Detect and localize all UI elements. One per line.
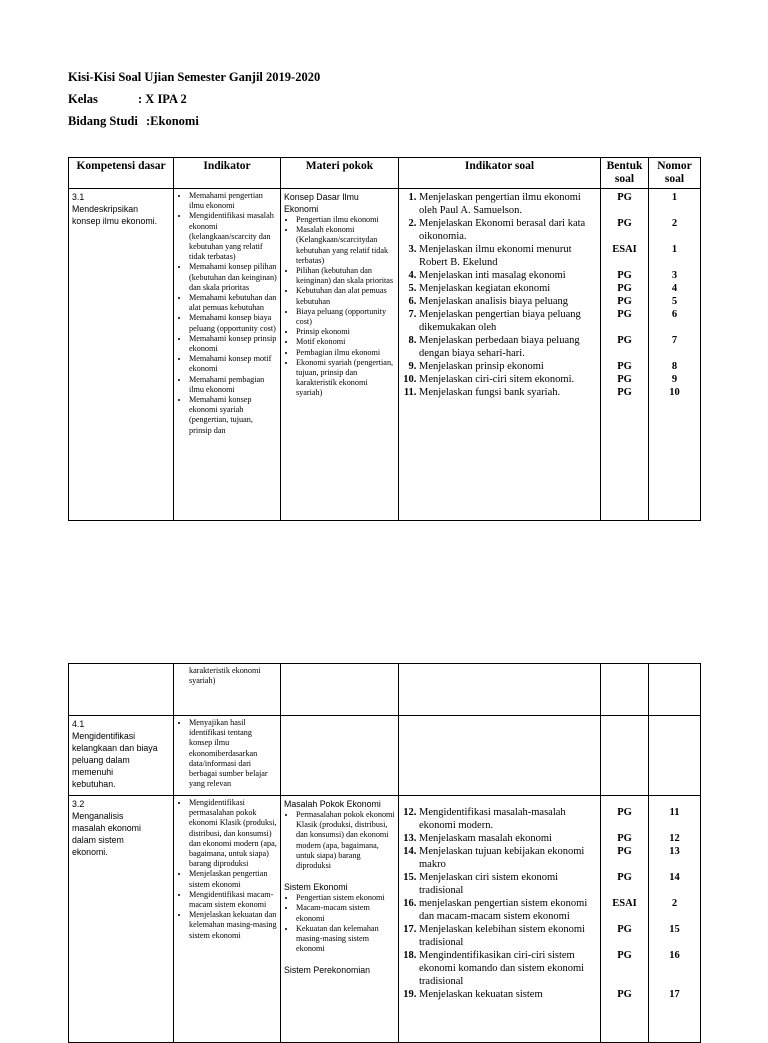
indikator-list <box>177 798 277 941</box>
list-item: 18. Mengindentifikasikan ciri-ciri sistem ekonomi komando dan sistem ekonomi tradisional <box>419 949 597 988</box>
bentuk-value: PG <box>617 270 632 281</box>
bentuk-value: PG <box>617 924 632 935</box>
nomor-value: 14 <box>669 872 680 883</box>
list-item: 17. Menjelaskan kelebihan sistem ekonomi tradisional <box>419 923 597 949</box>
bentuk-value: ESAI <box>612 898 637 909</box>
list-item: • Menjelaskan kekuatan dan kelemahan masing-masing sistem ekonomi <box>189 910 277 941</box>
materi-heading: Masalah Pokok Ekonomi <box>284 799 381 809</box>
nomor-cell <box>649 796 701 1043</box>
indikator-list <box>177 191 277 436</box>
bentuk-value: PG <box>617 296 632 307</box>
nomor-value: 2 <box>671 218 678 229</box>
indikator-continuation: karakteristik ekonomi syariah) <box>174 664 281 716</box>
list-item: • Memahami konsep pilihan (kebutuhan dan keinginan) dan skala prioritas <box>189 262 277 293</box>
nomor-value: 16 <box>669 950 680 961</box>
kelas-value: : X IPA 2 <box>138 92 187 106</box>
table-row <box>69 716 701 796</box>
list-item: 1. Menjelaskan pengertian ilmu ekonomi oleh Paul A. Samuelson. <box>419 191 597 217</box>
list-item: 7. Menjelaskan pengertian biaya peluang dikemukakan oleh <box>419 308 597 334</box>
nomor-value: 1 <box>671 244 678 255</box>
kd-text: Mengidentifikasi kelangkaan dan biaya peluang dalam memenuhi kebutuhan. <box>72 731 158 789</box>
col-nomor <box>649 158 701 189</box>
nomor-value: 9 <box>671 374 678 385</box>
list-item: • Permasalahan pokok ekonomi Klasik (produksi, distribusi, dan konsumsi) dan ekonomi modern (apa, bagaimana, untuk siapa) barang diproduksi <box>296 810 395 871</box>
bentuk-value: PG <box>617 846 632 857</box>
list-item: • Menjelaskan pengertian sistem ekonomi <box>189 869 277 889</box>
list-item: 2. Menjelaskan Ekonomi berasal dari kata oikonomia. <box>419 217 597 243</box>
bentuk-value: PG <box>617 218 632 229</box>
table-row <box>69 664 701 716</box>
bentuk-value: PG <box>617 950 632 961</box>
bentuk-value: PG <box>617 361 632 372</box>
kelas-label: Kelas <box>68 92 98 106</box>
list-item: 4. Menjelaskan inti masalag ekonomi <box>419 269 597 282</box>
nomor-value: 7 <box>671 335 678 346</box>
nomor-cell <box>649 189 701 521</box>
kisi-kisi-table-page1 <box>68 157 701 521</box>
indikator-list <box>177 718 277 789</box>
indikator-cell <box>174 189 281 521</box>
table-row <box>69 796 701 1043</box>
kisi-kisi-table-page2 <box>68 663 701 1043</box>
col-nomor-line2: soal <box>664 173 685 185</box>
kompetensi-cell <box>69 796 174 1043</box>
bentuk-value: PG <box>617 309 632 320</box>
doc-title: Kisi-Kisi Soal Ujian Semester Ganjil 2019-2020 <box>68 70 321 84</box>
bentuk-value: PG <box>617 374 632 385</box>
list-item: • Mengidentifikasi masalah ekonomi (kelangkaan/scarcity dan kebutuhan yang relatif tidak terbatas) <box>189 211 277 262</box>
bentuk-cell <box>601 796 649 1043</box>
nomor-value: 10 <box>669 387 680 398</box>
bentuk-value: PG <box>617 833 632 844</box>
indikator-cell <box>174 716 281 796</box>
bidang-label: Bidang Studi <box>68 114 138 128</box>
list-item: 19. Menjelaskan kekuatan sistem <box>419 988 597 1001</box>
list-item: • Memahami pembagian ilmu ekonomi <box>189 375 277 395</box>
list-item: • Motif ekonomi <box>296 337 395 347</box>
list-item: • Kebutuhan dan alat pemuas kebutuhan <box>296 286 395 306</box>
kompetensi-cell <box>69 716 174 796</box>
list-item: 13. Menjelaskam masalah ekonomi <box>419 832 597 845</box>
col-materi: Materi pokok <box>281 158 399 189</box>
materi-heading: Sistem Perekonomian <box>284 965 371 976</box>
bentuk-value: PG <box>617 192 632 203</box>
materi-list <box>284 215 395 399</box>
bentuk-value: PG <box>617 387 632 398</box>
list-item: 5. Menjelaskan kegiatan ekonomi <box>419 282 597 295</box>
kompetensi-cell <box>69 189 174 521</box>
list-item: 6. Menjelaskan analisis biaya peluang <box>419 295 597 308</box>
kd-number: 3.1 <box>72 192 85 202</box>
list-item: • Prinsip ekonomi <box>296 327 395 337</box>
soal-list <box>402 806 597 1001</box>
nomor-value: 2 <box>671 898 678 909</box>
bentuk-value: PG <box>617 283 632 294</box>
col-kompetensi: Kompetensi dasar <box>69 158 174 189</box>
list-item: 11. Menjelaskan fungsi bank syariah. <box>419 386 597 399</box>
bidang-line <box>68 114 268 129</box>
list-item: • Mengidentifikasi macam-macam sistem ekonomi <box>189 890 277 910</box>
materi-heading: Konsep Dasar Ilmu Ekonomi <box>284 192 359 214</box>
materi-list <box>284 893 395 954</box>
bentuk-value: PG <box>617 989 632 1000</box>
list-item: • Memahami kebutuhan dan alat pemuas kebutuhan <box>189 293 277 313</box>
list-item: • Pilihan (kebutuhan dan keinginan) dan skala prioritas <box>296 266 395 286</box>
nomor-value: 17 <box>669 989 680 1000</box>
kd-number: 3.2 <box>72 799 85 809</box>
list-item: 15. Menjelaskan ciri sistem ekonomi tradisional <box>419 871 597 897</box>
list-item: 10. Menjelaskan ciri-ciri sitem ekonomi. <box>419 373 597 386</box>
list-item: • Mengidentifikasi permasalahan pokok ekonomi Klasik (produksi, distribusi, dan konsumsi) dan ekonomi modern (apa, bagaimana, untuk siapa) barang diproduksi <box>189 798 277 869</box>
list-item: • Menyajikan hasil identifikasi tentang konsep ilmu ekonomiberdasarkan data/informasi dari berbagai sumber belajar yang relevan <box>189 718 277 789</box>
list-item: • Pembagian ilmu ekonomi <box>296 348 395 358</box>
indikator-soal-cell <box>399 189 601 521</box>
list-item: • Ekonomi syariah (pengertian, tujuan, prinsip dan karakteristik ekonomi syariah) <box>296 358 395 399</box>
list-item: • Pengertian sistem ekonomi <box>296 893 395 903</box>
bidang-value: :Ekonomi <box>146 114 199 128</box>
nomor-value: 5 <box>671 296 678 307</box>
nomor-value: 1 <box>671 192 678 203</box>
soal-list <box>402 191 597 399</box>
bentuk-cell <box>601 189 649 521</box>
col-bentuk-line1: Bentuk <box>606 160 643 172</box>
list-item: • Biaya peluang (opportunity cost) <box>296 307 395 327</box>
list-item: • Memahami konsep prinsip ekonomi <box>189 334 277 354</box>
list-item: 8. Menjelaskan perbedaan biaya peluang dengan biaya sehari-hari. <box>419 334 597 360</box>
kelas-line <box>68 92 268 107</box>
materi-cell <box>281 189 399 521</box>
nomor-value: 15 <box>669 924 680 935</box>
nomor-value: 8 <box>671 361 678 372</box>
bentuk-value: PG <box>617 807 632 818</box>
kd-number: 4.1 <box>72 719 85 729</box>
kd-text: Menganalisis masalah ekonomi dalam sistem ekonomi. <box>72 811 141 857</box>
list-item: • Memahami konsep biaya peluang (opportunity cost) <box>189 313 277 333</box>
col-indikator-soal: Indikator soal <box>399 158 601 189</box>
list-item: • Pengertian ilmu ekonomi <box>296 215 395 225</box>
list-item: • Memahami konsep ekonomi syariah (pengertian, tujuan, prinsip dan <box>189 395 277 436</box>
list-item: 12. Mengidentifikasi masalah-masalah ekonomi modern. <box>419 806 597 832</box>
list-item: 9. Menjelaskan prinsip ekonomi <box>419 360 597 373</box>
nomor-value: 12 <box>669 833 680 844</box>
list-item: 3. Menjelaskan ilmu ekonomi menurut Robert B. Ekelund <box>419 243 597 269</box>
nomor-value: 3 <box>671 270 678 281</box>
list-item: 16. menjelaskan pengertian sistem ekonomi dan macam-macam sistem ekonomi <box>419 897 597 923</box>
list-item: • Masalah ekonomi (Kelangkaan/scarcitydan kebutuhan yang relatif tidak terbatas) <box>296 225 395 266</box>
indikator-cell <box>174 796 281 1043</box>
table-row <box>69 189 701 521</box>
list-item: • Memahami pengertian ilmu ekonomi <box>189 191 277 211</box>
list-item: • Macam-macam sistem ekonomi <box>296 903 395 923</box>
indikator-soal-cell <box>399 796 601 1043</box>
bentuk-value: PG <box>617 872 632 883</box>
list-item: 14. Menjelaskan tujuan kebijakan ekonomi makro <box>419 845 597 871</box>
bentuk-value: ESAI <box>612 244 637 255</box>
materi-heading: Sistem Ekonomi <box>284 882 348 893</box>
materi-cell <box>281 796 399 1043</box>
kd-text: Mendeskripsikan konsep ilmu ekonomi. <box>72 204 158 226</box>
table-header-row <box>69 158 701 189</box>
materi-list <box>284 810 395 871</box>
col-bentuk-line2: soal <box>614 173 635 185</box>
bentuk-value: PG <box>617 335 632 346</box>
list-item: • Memahami konsep motif ekonomi <box>189 354 277 374</box>
col-bentuk <box>601 158 649 189</box>
col-indikator: Indikator <box>174 158 281 189</box>
nomor-value: 6 <box>671 309 678 320</box>
nomor-value: 11 <box>669 807 680 818</box>
list-item: • Kekuatan dan kelemahan masing-masing sistem ekonomi <box>296 924 395 955</box>
nomor-value: 13 <box>669 846 680 857</box>
nomor-value: 4 <box>671 283 678 294</box>
col-nomor-line1: Nomor <box>657 160 692 172</box>
